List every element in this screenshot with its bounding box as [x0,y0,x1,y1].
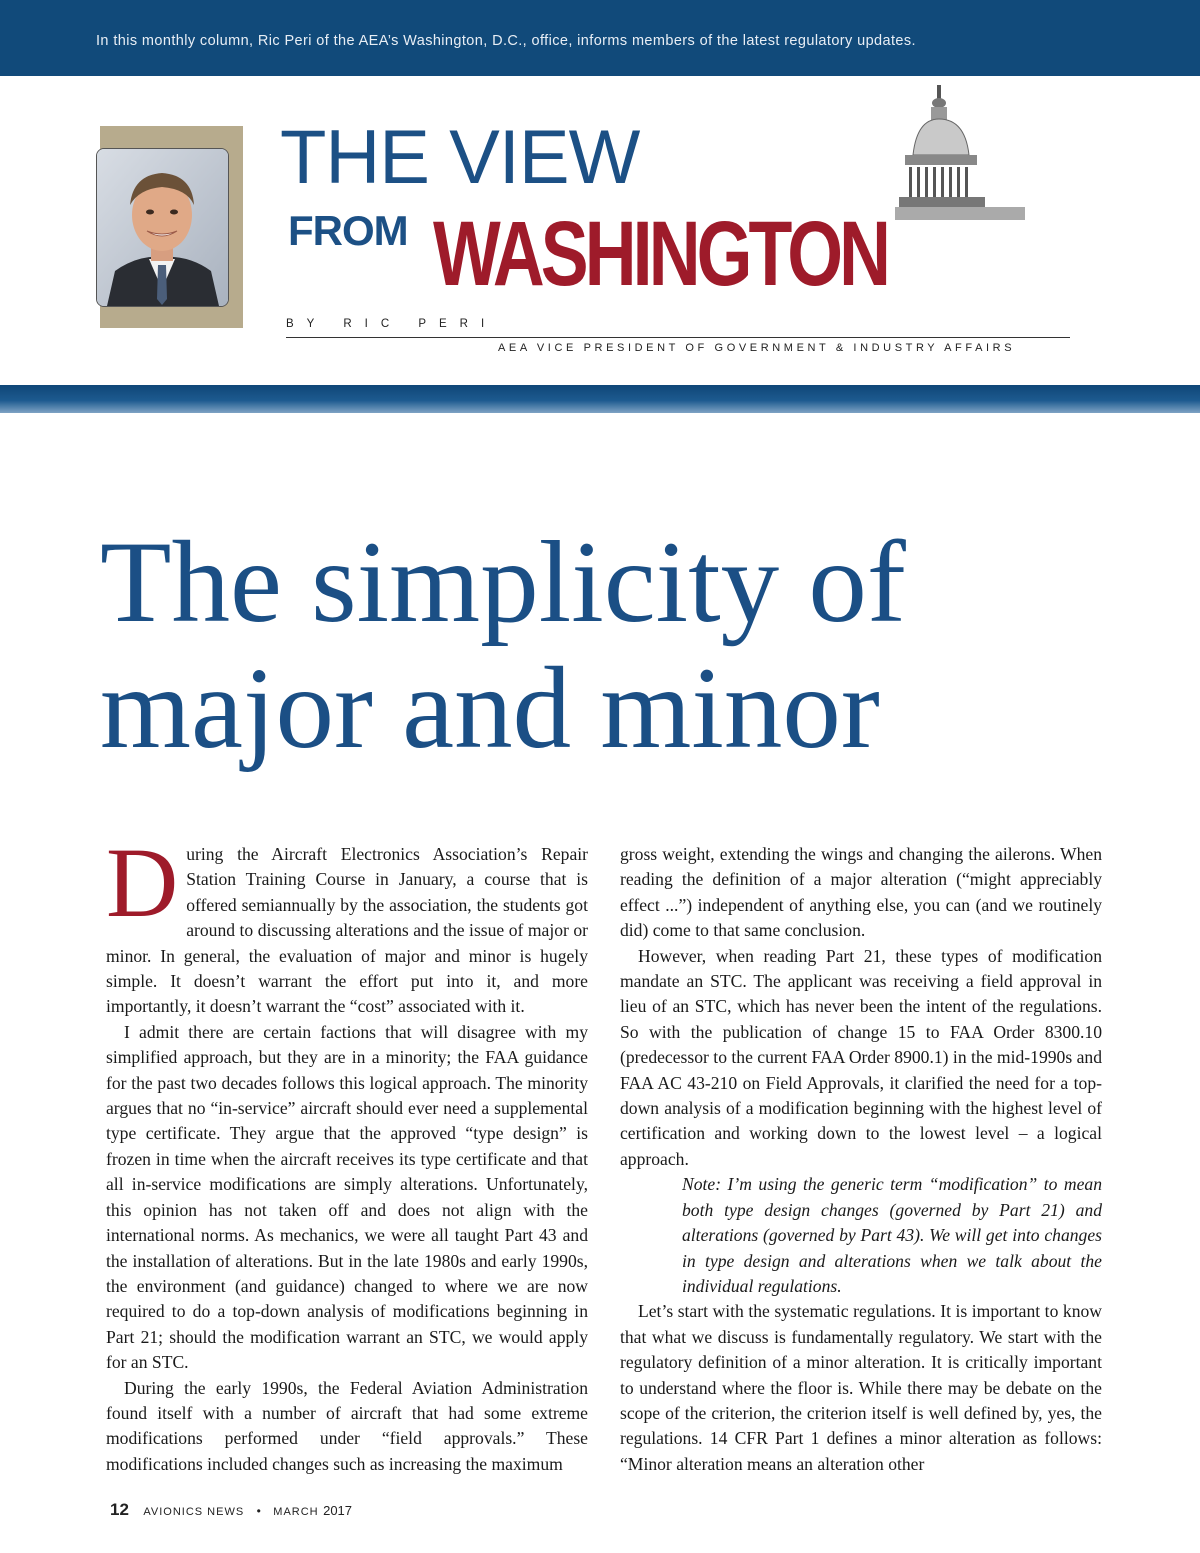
top-banner [0,0,1200,76]
article-headline [100,520,906,772]
banner-text: In this monthly column, Ric Peri of the AEA’s Washington, D.C., office, informs members of the latest regulatory updates. [96,33,916,49]
article-column-right [620,842,1102,1477]
drop-cap: D [106,827,179,938]
headline-line-2: major and minor [100,644,880,773]
footer-bullet: • [256,1504,261,1518]
article-column-left [106,827,588,1477]
note-paragraph: Note: I’m using the generic term “modification” to mean both type design changes (governed by Part 21) and alterations (governed by Part 43). We will get into changes in type design and alterations when we talk about the individual regulations. [682,1174,1102,1296]
issue-year: 2017 [323,1503,353,1518]
paragraph: Let’s start with the systematic regulations. It is important to know that what we discuss is fundamentally regulatory. We start with the regulatory definition of a minor alteration. It is critically important to understand where the floor is. While there may be debate on the scope of the criterion, the criterion itself is well defined by, yes, the regulations. 14 CFR Part 1 defines a minor alteration as follows: “Minor alteration means an alteration other [620,1301,1102,1474]
paragraph: During the early 1990s, the Federal Aviation Administration found itself with a number of aircraft that had some extreme modifications performed under “field approvals.” These modifications included changes such as increasing the maximum [106,1377,588,1474]
author-title: AEA VICE PRESIDENT OF GOVERNMENT & INDUSTRY AFFAIRS [498,342,1016,354]
section-divider-band [0,385,1200,413]
author-portrait-photo [96,148,229,307]
magazine-name: AVIONICS NEWS [143,1506,245,1518]
paragraph: However, when reading Part 21, these types of modification mandate an STC. The applicant was receiving a field approval in lieu of an STC, which has never been the intent of the regulations. So with the publication of change 15 to FAA Order 8300.10 (predecessor to the current FAA Order 8900.1) in the mid-1990s and FAA AC 43-210 on Field Approvals, it clarified the need for a top-down analysis of a modification beginning with the highest level of certification and working down to the lowest level – a logical approach. [620,945,1102,1169]
byline-divider [286,337,1070,338]
paragraph: I admit there are certain factions that will disagree with my simplified approach, but they are in a minority; the FAA guidance for the past two decades follows this logical approach. The minority argues that no “in-service” aircraft should ever need a supplemental type certificate. They argue that the approved “type design” is frozen in time when the aircraft receives its type certificate and that all in-service modifications are simply alterations. Unfortunately, this opinion has not taken off and does not align with the international norms. As mechanics, we were all taught Part 43 and the installation of alterations. But in the late 1980s and early 1990s, the environment (and guidance) changed to where we are now required to do a top-down analysis of modifications beginning in Part 21; should the modification warrant an STC, we would apply for an STC. [106,1021,588,1373]
masthead-the-view: THE VIEW [280,115,640,200]
paragraph-text: uring the Aircraft Electronics Association’s Repair Station Training Course in January, a course that is offered semiannually by the association, the students got around to discussing alterations and the issue of major or minor. In general, the evaluation of major and minor is hugely simple. It doesn’t warrant the effort put into it, and more importantly, it doesn’t warrant the “cost” associated with it. [106,844,588,1017]
masthead-from: FROM [288,207,408,254]
paragraph [106,827,588,1020]
masthead-washington: WASHINGTON [433,203,888,305]
page-footer [110,1500,352,1520]
headline-line-1: The simplicity of [100,518,906,647]
paragraph: gross weight, extending the wings and changing the ailerons. When reading the definition of a major alteration (“might appreciably effect ...”) independent of anything else, you can (and we routinely did) come to that same conclusion. [620,844,1102,941]
issue-month: MARCH [273,1506,319,1518]
page-number: 12 [110,1500,129,1519]
capitol-dome-image [895,85,1025,220]
byline: BY RIC PERI [286,318,498,330]
